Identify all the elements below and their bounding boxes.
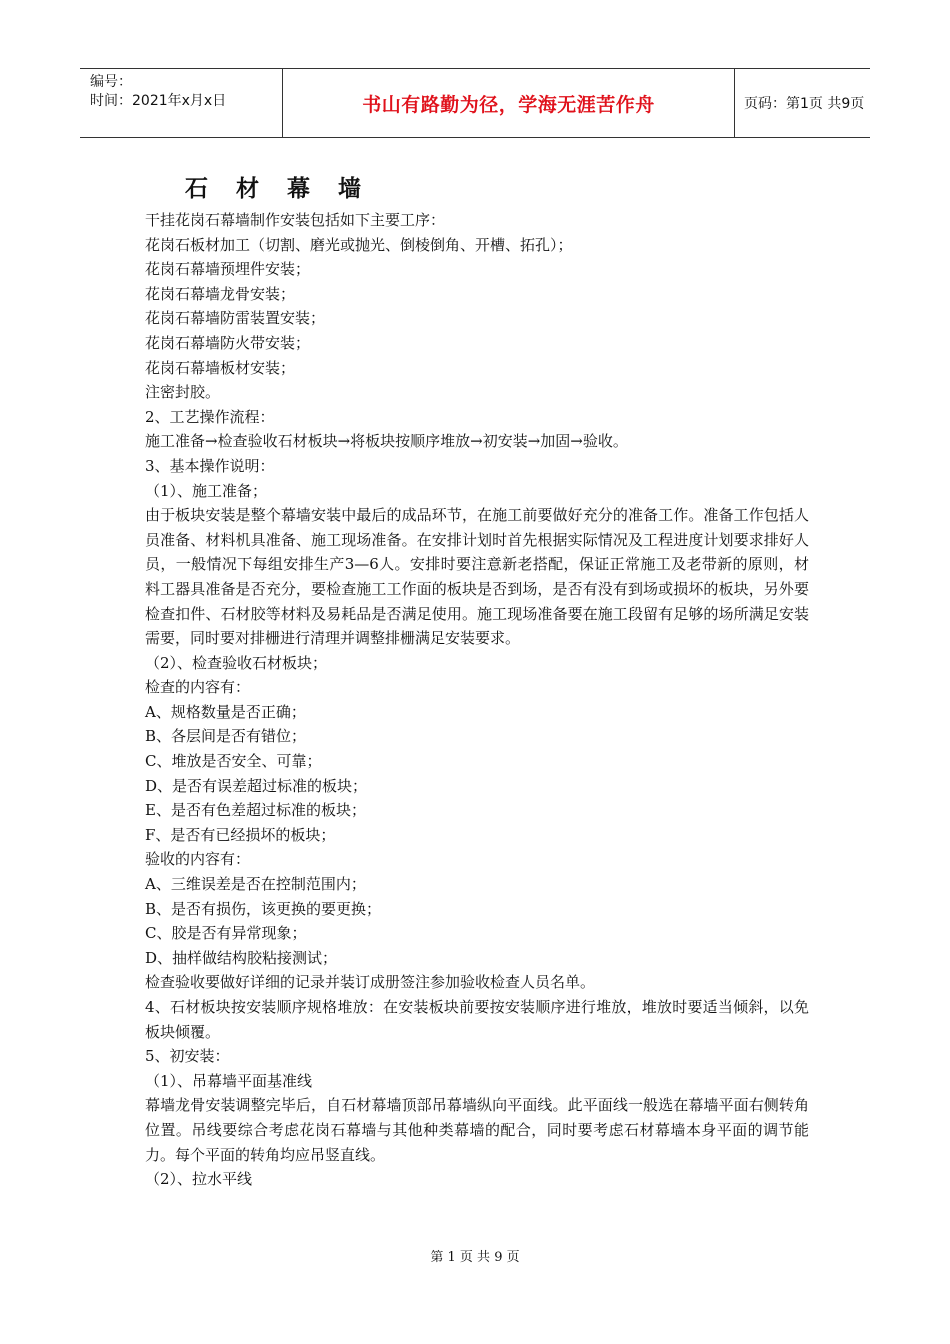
list-item: D、抽样做结构胶粘接测试； xyxy=(145,948,338,967)
paragraph: 花岗石幕墙防火带安装； xyxy=(145,333,311,352)
list-item: C、胶是否有异常现象； xyxy=(145,924,307,943)
paragraph: 花岗石幕墙预埋件安装； xyxy=(145,260,311,279)
list-item: F、是否有已经损坏的板块； xyxy=(145,825,336,844)
paragraph: 花岗石板材加工（切割、磨光或抛光、倒棱倒角、开槽、拓孔）； xyxy=(145,235,573,254)
paragraph: 由于板块安装是整个幕墙安装中最后的成品环节，在施工前要做好充分的准备工作。准备工作包括人员准备、材料机具准备、施工现场准备。在安排计划时首先根据实际情况及工程进度计划要求排好人员，一般情况下每组安排生产3—6人。安排时要注意新老搭配，保证正常施工及老带新的原则，材料工器具准备是否充分，要检查施工工作面的板块是否到场，是否有没有到场或损坏的板块，另外要检查扣件、石材胶等材料及易耗品是否满足使用。施工现场准备要在施工段留有足够的场所满足安装需要，同时要对排栅进行清理并调整排栅满足安装要求。 xyxy=(145,506,809,648)
section-heading: 2、工艺操作流程： xyxy=(145,407,275,426)
paragraph: 检查验收要做好详细的记录并装订成册签注参加验收检查人员名单。 xyxy=(145,973,596,992)
page-footer: 第 1 页 共 9 页 xyxy=(430,1250,520,1265)
paragraph: 花岗石幕墙防雷装置安装； xyxy=(145,309,326,328)
subsection-heading: （1）、吊幕墙平面基准线 xyxy=(145,1071,313,1090)
paragraph: 花岗石幕墙板材安装； xyxy=(145,358,296,377)
section-heading: 3、基本操作说明： xyxy=(145,456,275,475)
paragraph: 施工准备→检查验收石材板块→将板块按顺序堆放→初安装→加固→验收。 xyxy=(145,432,628,451)
paragraph: 检查的内容有： xyxy=(145,678,251,697)
subsection-heading: （1）、施工准备； xyxy=(145,481,268,500)
header-motto-cell xyxy=(282,69,735,137)
section-heading: 4、石材板块按安装顺序规格堆放：在安装板块前要按安装顺序进行堆放，堆放时要适当倾斜，以免板块倾覆。 xyxy=(145,998,809,1041)
section-heading: 5、初安装： xyxy=(145,1047,230,1066)
header-table xyxy=(80,68,870,138)
header-page-cell xyxy=(735,69,870,137)
date-line: 时间：2021年x月x日 xyxy=(90,93,227,109)
list-item: B、各层间是否有错位； xyxy=(145,727,307,746)
subsection-heading: （2）、检查验收石材板块； xyxy=(145,653,328,672)
paragraph: 干挂花岗石幕墙制作安装包括如下主要工序： xyxy=(145,211,446,229)
number-label: 编号： xyxy=(90,74,132,90)
document-title: 石 材 幕 墙 xyxy=(185,176,372,202)
list-item: A、三维误差是否在控制范围内； xyxy=(145,875,366,894)
list-item: E、是否有色差超过标准的板块； xyxy=(145,801,366,820)
header-meta xyxy=(80,69,282,137)
subsection-heading: （2）、拉水平线 xyxy=(145,1170,253,1189)
motto: 书山有路勤为径，学海无涯苦作舟 xyxy=(362,93,655,116)
paragraph: 验收的内容有： xyxy=(145,850,251,869)
page-code: 页码：第1页 共9页 xyxy=(744,96,865,112)
list-item: A、规格数量是否正确； xyxy=(145,702,306,721)
list-item: C、堆放是否安全、可靠； xyxy=(145,752,322,771)
list-item: D、是否有误差超过标准的板块； xyxy=(145,776,368,795)
document-body xyxy=(145,208,809,1192)
paragraph: 花岗石幕墙龙骨安装； xyxy=(145,284,296,303)
paragraph: 幕墙龙骨安装调整完毕后，自石材幕墙顶部吊幕墙纵向平面线。此平面线一般选在幕墙平面右侧转角位置。吊线要综合考虑花岗石幕墙与其他种类幕墙的配合，同时要考虑石材幕墙本身平面的调节能力。每个平面的转角均应吊竖直线。 xyxy=(145,1096,809,1164)
paragraph: 注密封胶。 xyxy=(145,383,221,402)
list-item: B、是否有损伤，该更换的要更换； xyxy=(145,899,382,918)
